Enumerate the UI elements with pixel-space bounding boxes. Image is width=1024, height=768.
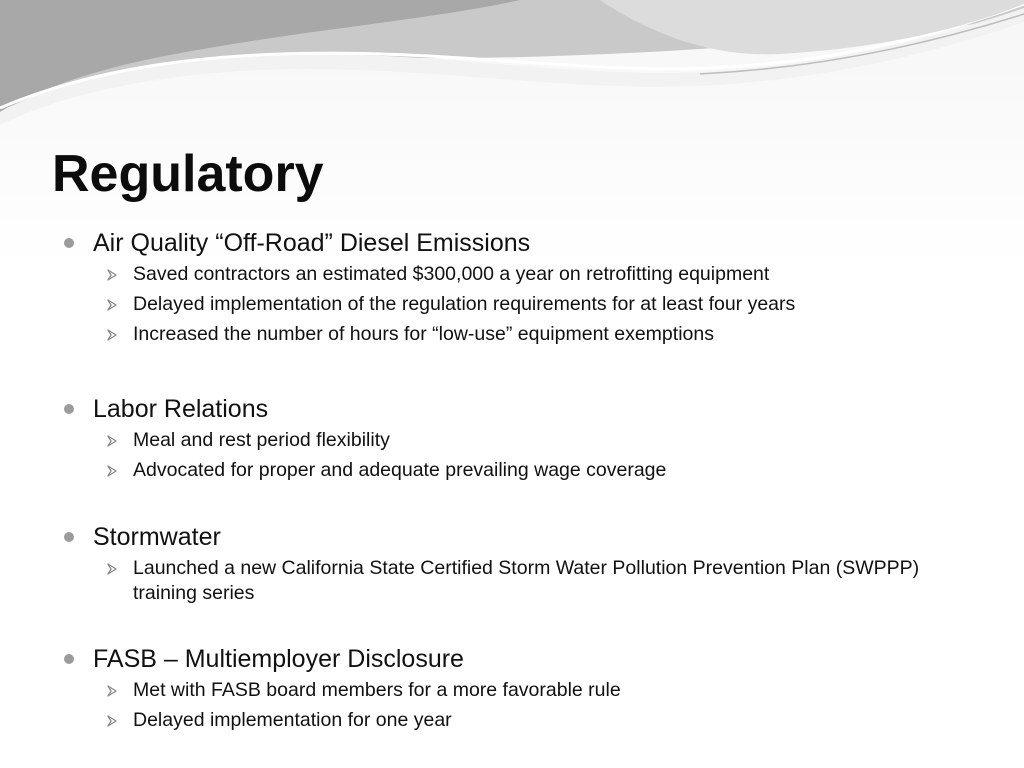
- arrowhead-bullet-icon: [106, 299, 118, 311]
- section-labor-relations: [64, 394, 964, 488]
- header-swoosh-decoration: [0, 0, 1024, 130]
- arrowhead-bullet-icon: [106, 563, 118, 575]
- bullet-dot-icon: [64, 532, 74, 542]
- sub-bullet: [64, 428, 964, 453]
- section-air-quality: [64, 228, 964, 352]
- sub-bullet: [64, 708, 964, 733]
- section-fasb: [64, 644, 964, 738]
- arrowhead-bullet-icon: [106, 715, 118, 727]
- sub-bullet: [64, 556, 923, 606]
- sub-bullet: [64, 292, 964, 317]
- sub-bullet-list: [64, 428, 964, 483]
- arrowhead-bullet-icon: [106, 685, 118, 697]
- sub-bullet: [64, 322, 964, 347]
- sub-bullet-list: [64, 556, 964, 606]
- arrowhead-bullet-icon: [106, 269, 118, 281]
- bullet-dot-icon: [64, 654, 74, 664]
- section-heading: Labor Relations: [93, 395, 269, 423]
- bullet-level1: [64, 522, 964, 552]
- sub-bullet-list: [64, 262, 964, 347]
- sub-bullet-list: [64, 678, 964, 733]
- sub-bullet-text: Saved contractors an estimated $300,000 a year on retrofitting equipment: [133, 263, 770, 285]
- sub-bullet: [64, 678, 964, 703]
- bullet-level1: [64, 394, 964, 424]
- sub-bullet-text: Launched a new California State Certified Storm Water Pollution Prevention Plan (SWPPP) training series: [133, 557, 920, 604]
- sub-bullet: [64, 458, 964, 483]
- slide-title: Regulatory: [52, 145, 324, 203]
- bullet-dot-icon: [64, 404, 74, 414]
- section-heading: Stormwater: [93, 523, 221, 551]
- section-heading: Air Quality “Off-Road” Diesel Emissions: [93, 229, 531, 257]
- sub-bullet-text: Meal and rest period flexibility: [133, 429, 390, 451]
- bullet-dot-icon: [64, 238, 74, 248]
- arrowhead-bullet-icon: [106, 435, 118, 447]
- sub-bullet-text: Delayed implementation for one year: [133, 709, 452, 731]
- bullet-level1: [64, 644, 964, 674]
- bullet-level1: [64, 228, 964, 258]
- section-heading: FASB – Multiemployer Disclosure: [93, 645, 464, 673]
- arrowhead-bullet-icon: [106, 465, 118, 477]
- sub-bullet-text: Advocated for proper and adequate prevailing wage coverage: [133, 459, 667, 481]
- section-stormwater: [64, 522, 964, 611]
- sub-bullet-text: Delayed implementation of the regulation requirements for at least four years: [133, 293, 796, 315]
- sub-bullet-text: Increased the number of hours for “low-use” equipment exemptions: [133, 323, 714, 345]
- sub-bullet-text: Met with FASB board members for a more favorable rule: [133, 679, 621, 701]
- sub-bullet: [64, 262, 964, 287]
- arrowhead-bullet-icon: [106, 329, 118, 341]
